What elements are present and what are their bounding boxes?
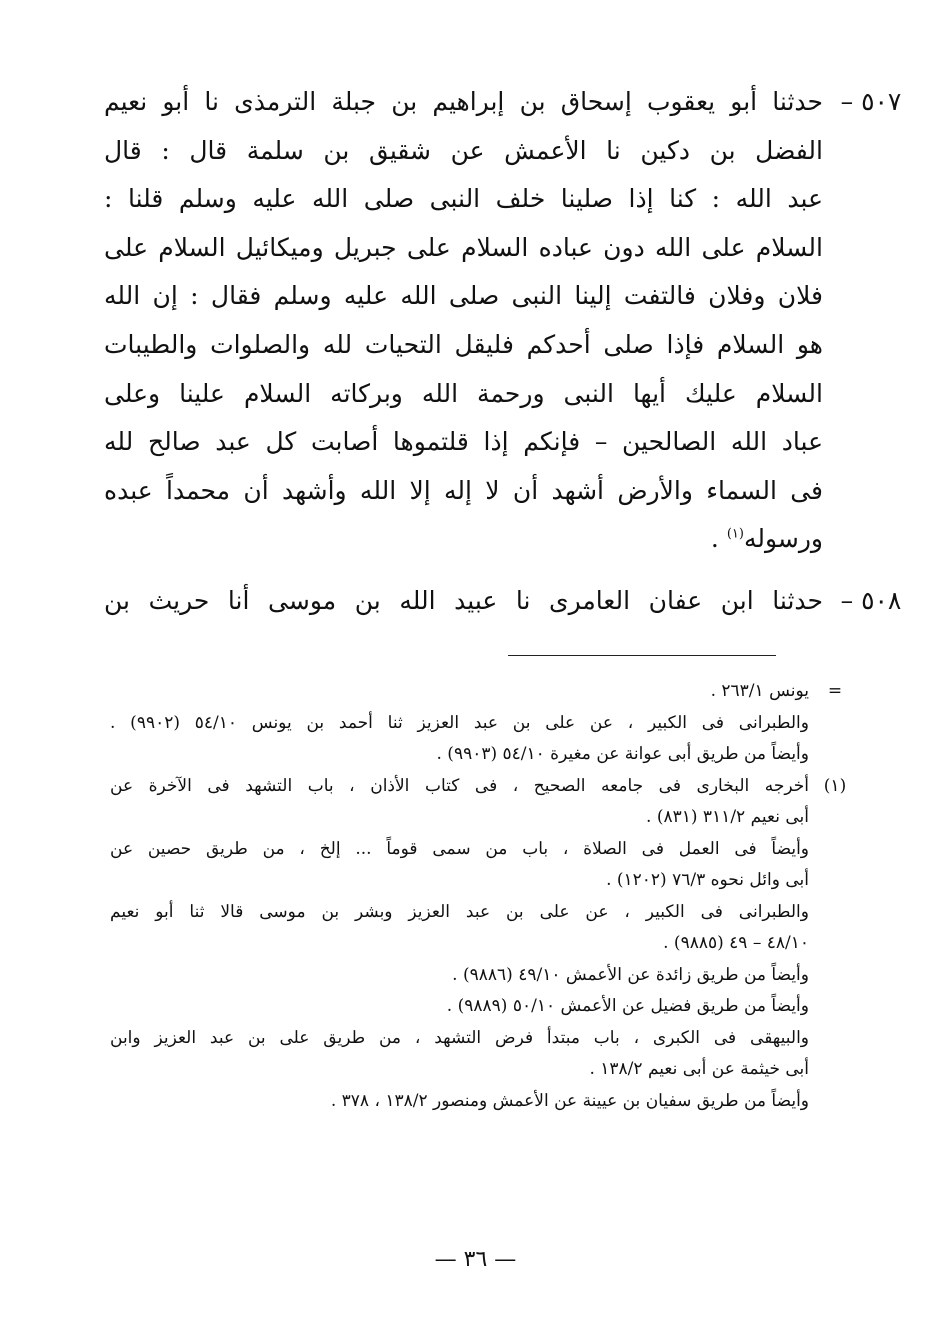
- hadith-line: الفضل بن دكين نا الأعمش عن شقيق بن سلمة قال : قال: [104, 135, 823, 165]
- footnote-line: والبيهقى فى الكبرى ، باب مبتدأ فرض التشهد ، من طريق على بن عبد العزيز وابن: [110, 1027, 809, 1048]
- footnote-line: وأيضاً من طريق أبى عوانة عن مغيرة ٥٤/١٠ (٩٩٠٣) .: [436, 744, 809, 764]
- footnote-line: والطبرانى فى الكبير ، عن على بن عبد العزيز ثنا أحمد بن يونس ٥٤/١٠ (٩٩٠٢) .: [110, 712, 809, 733]
- hadith-line: عبد الله : كنا إذا صلينا خلف النبى صلى الله عليه وسلم قلنا :: [104, 184, 823, 214]
- footnote-reference: (١): [726, 527, 744, 543]
- footnote-line: أخرجه البخارى فى جامعه الصحيح ، فى كتاب الأذان ، باب التشهد فى الآخرة عن: [110, 775, 809, 796]
- hadith-number: ٥٠٧ –: [840, 87, 902, 116]
- footnote-line: أبى خيثمة عن أبى نعيم ١٣٨/٢ .: [589, 1059, 809, 1079]
- footnote-line: وأيضاً من طريق زائدة عن الأعمش ٤٩/١٠ (٩٨٨٦) .: [452, 964, 809, 985]
- footnote-line: أبى نعيم ٣١١/٢ (٨٣١) .: [646, 807, 809, 827]
- hadith-line: فى السماء والأرض أشهد أن لا إله إلا الله وأشهد أن محمداً عبده: [104, 475, 823, 505]
- footnote-continuation: [110, 676, 843, 771]
- footnote-separator: [508, 655, 776, 656]
- hadith-line: حدثنا ابن عفان العامرى نا عبيد الله بن موسى أنا حريث بن: [104, 586, 823, 615]
- footnote-line: وأيضاً من طريق فضيل عن الأعمش ٥٠/١٠ (٩٨٨٩) .: [446, 996, 809, 1016]
- footnote-line: يونس ٢٦٣/١ .: [710, 681, 809, 701]
- footnote-line: أبى وائل نحوه ٧٦/٣ (١٢٠٢) .: [606, 870, 809, 890]
- hadith-last-word: ورسوله: [743, 524, 823, 554]
- footnotes: [110, 676, 847, 1117]
- page-number: — ٣٦ —: [434, 1247, 517, 1272]
- hadith-end-mark: .: [710, 524, 727, 554]
- footnote-line: ٤٨/١٠ – ٤٩ (٩٨٨٥) .: [663, 933, 809, 953]
- hadith-line: هو السلام فإذا صلى أحدكم فليقل التحيات لله والصلوات والطيبات: [104, 329, 823, 359]
- hadith-line: فلان وفلان فالتفت إلينا النبى صلى الله عليه وسلم فقال : إن الله: [104, 281, 823, 311]
- footnote-line: والطبرانى فى الكبير ، عن على بن عبد العزيز وبشر بن موسى قالا ثنا أبو نعيم: [110, 901, 809, 922]
- hadith-508: [104, 577, 902, 626]
- hadith-line: السلام على الله دون عباده السلام على جبريل وميكائيل السلام على: [104, 232, 823, 262]
- footnote-line: وأيضاً فى العمل فى الصلاة ، باب من سمى قوماً ... إلخ ، من طريق حصين عن: [110, 838, 809, 859]
- hadith-number: ٥٠٨ –: [840, 586, 902, 615]
- continuation-marker: =: [827, 681, 843, 701]
- footnote-marker: (١): [823, 775, 847, 796]
- footnote-line: وأيضاً من طريق سفيان بن عيينة عن الأعمش ومنصور ١٣٨/٢ ، ٣٧٨ .: [330, 1090, 809, 1111]
- hadith-507: [104, 78, 902, 564]
- hadith-line: السلام عليك أيها النبى ورحمة الله وبركاته السلام علينا وعلى: [104, 378, 823, 408]
- hadith-last-line: [104, 515, 823, 564]
- hadith-line: عباد الله الصالحين – فإنكم إذا قلتموها أصابت كل عبد صالح لله: [104, 427, 823, 457]
- hadith-line: حدثنا أبو يعقوب إسحاق بن إبراهيم بن جبلة الترمذى نا أبو نعيم: [104, 87, 823, 116]
- footnote-1: [110, 771, 847, 1118]
